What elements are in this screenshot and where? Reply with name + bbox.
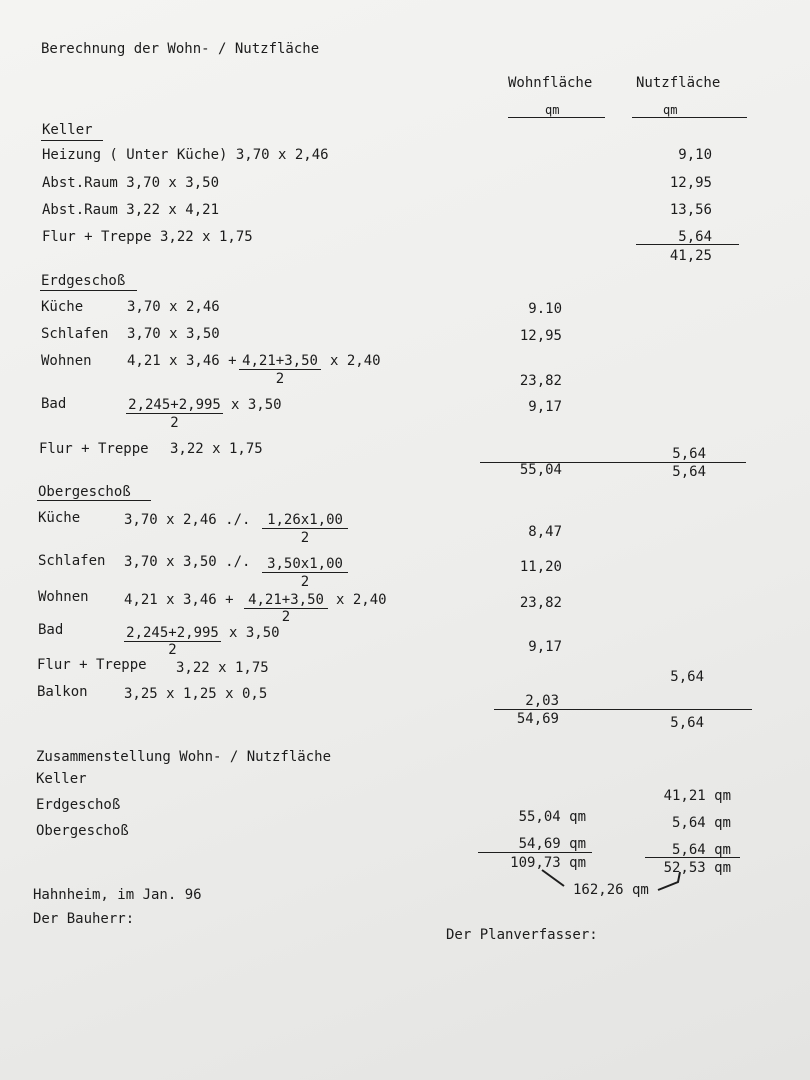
eg-bad-label: Bad [41, 396, 67, 412]
summary-keller-nutz: 41,21 qm [663, 788, 731, 804]
eg-schlafen-wohn: 12,95 [519, 328, 562, 344]
og-schlafen-label: Schlafen [38, 553, 106, 569]
og-bad-formula-b: x 3,50 [229, 625, 280, 641]
og-wohnen-fraction-numerator: 4,21+3,50 [248, 592, 324, 608]
og-kueche-formula-a: 3,70 x 2,46 ./. [124, 512, 251, 528]
eg-flur-formula: 3,22 x 1,75 [170, 441, 263, 457]
eg-kueche-formula: 3,70 x 2,46 [127, 299, 220, 315]
eg-wohnen-label: Wohnen [41, 353, 92, 369]
og-bad-fraction-numerator: 2,245+2,995 [126, 625, 219, 641]
obergeschoss-heading-underline [37, 500, 151, 501]
og-bad-label: Bad [38, 622, 64, 638]
keller-row-label: Abst.Raum 3,22 x 4,21 [42, 202, 220, 218]
og-balkon-label: Balkon [37, 684, 88, 700]
eg-schlafen-formula: 3,70 x 3,50 [127, 326, 220, 342]
og-schlafen-formula-a: 3,70 x 3,50 ./. [124, 554, 251, 570]
og-schlafen-wohn: 11,20 [519, 559, 562, 575]
keller-row-nutz: 9,10 [678, 147, 712, 163]
og-kueche-fraction-denominator: 2 [300, 530, 310, 546]
summary-og-nutz: 5,64 qm [671, 842, 731, 858]
summary-nutz-sum-rule [645, 857, 740, 858]
og-schlafen-fraction-denominator: 2 [300, 574, 310, 590]
column-header-nutzflaeche: Nutzfläche [636, 75, 721, 91]
keller-heading-underline [41, 140, 103, 141]
og-wohnen-wohn: 23,82 [519, 595, 562, 611]
eg-wohnen-wohn: 23,82 [519, 373, 562, 389]
eg-flur-label: Flur + Treppe [39, 441, 149, 457]
eg-bad-fraction-bar [126, 413, 223, 414]
keller-row-nutz: 5,64 [678, 229, 712, 245]
keller-row-label: Abst.Raum 3,70 x 3,50 [42, 175, 220, 191]
eg-wohnen-formula-b: x 2,40 [330, 353, 381, 369]
summary-sum-wohn: 109,73 qm [510, 855, 586, 871]
summary-keller-label: Keller [36, 771, 87, 787]
summary-wohn-sum-rule [478, 852, 592, 853]
eg-schlafen-label: Schlafen [41, 326, 109, 342]
eg-wohnen-formula-a: 4,21 x 3,46 + [127, 353, 237, 369]
og-wohnen-formula-a: 4,21 x 3,46 + [124, 592, 234, 608]
unit-nutz: qm [663, 103, 678, 117]
eg-total-wohn: 55,04 [519, 462, 562, 478]
eg-wohnen-fraction-bar [239, 369, 321, 370]
og-schlafen-fraction-bar [262, 572, 348, 573]
og-sum-rule [494, 709, 752, 710]
eg-total-nutz: 5,64 [672, 464, 706, 480]
header-rule-nutz [632, 117, 747, 118]
document-title: Berechnung der Wohn- / Nutzfläche [41, 41, 320, 57]
og-flur-formula: 3,22 x 1,75 [176, 660, 269, 676]
eg-bad-fraction-numerator: 2,245+2,995 [128, 397, 221, 413]
eg-bad-wohn: 9,17 [528, 399, 562, 415]
og-wohnen-formula-b: x 2,40 [336, 592, 387, 608]
og-kueche-wohn: 8,47 [528, 524, 562, 540]
keller-row-label: Flur + Treppe 3,22 x 1,75 [42, 229, 253, 245]
eg-wohnen-fraction-numerator: 4,21+3,50 [242, 353, 318, 369]
keller-total-nutz: 41,25 [669, 248, 712, 264]
og-kueche-fraction-numerator: 1,26x1,00 [267, 512, 343, 528]
og-bad-fraction-denominator: 2 [168, 642, 177, 658]
og-balkon-formula: 3,25 x 1,25 x 0,5 [124, 686, 268, 702]
unit-wohn: qm [545, 103, 560, 117]
column-header-wohnflaeche: Wohnfläche [508, 75, 593, 91]
header-rule-wohn [508, 117, 605, 118]
og-bad-wohn: 9,17 [528, 639, 562, 655]
eg-kueche-label: Küche [41, 299, 84, 315]
og-wohnen-label: Wohnen [38, 589, 89, 605]
og-flur-label: Flur + Treppe [37, 657, 147, 673]
eg-flur-nutz: 5,64 [672, 446, 706, 462]
eg-wohnen-fraction-denominator: 2 [275, 371, 285, 387]
planverfasser-signature-label: Der Planverfasser: [446, 927, 598, 943]
keller-row-label: Heizung ( Unter Küche) 3,70 x 2,46 [42, 147, 329, 163]
summary-eg-wohn: 55,04 qm [518, 809, 586, 825]
section-heading-erdgeschoss: Erdgeschoß [41, 273, 126, 289]
summary-sum-nutz: 52,53 qm [663, 860, 731, 876]
erdgeschoss-heading-underline [40, 290, 137, 291]
keller-row-nutz: 13,56 [669, 202, 712, 218]
summary-eg-nutz: 5,64 qm [671, 815, 731, 831]
section-heading-obergeschoss: Obergeschoß [38, 484, 131, 500]
og-total-wohn: 54,69 [516, 711, 559, 727]
eg-kueche-wohn: 9.10 [528, 301, 562, 317]
og-balkon-wohn: 2,03 [525, 693, 559, 709]
og-schlafen-fraction-numerator: 3,50x1,00 [267, 556, 343, 572]
og-kueche-fraction-bar [262, 528, 348, 529]
summary-og-wohn: 54,69 qm [518, 836, 586, 852]
summary-grand-total: 162,26 qm [573, 882, 649, 898]
eg-bad-fraction-denominator: 2 [170, 415, 179, 431]
keller-row-nutz: 12,95 [669, 175, 712, 191]
og-wohnen-fraction-denominator: 2 [281, 609, 291, 625]
og-total-nutz: 5,64 [670, 715, 704, 731]
bauherr-signature-label: Der Bauherr: [33, 911, 135, 927]
summary-og-label: Obergeschoß [36, 823, 129, 839]
place-date: Hahnheim, im Jan. 96 [33, 887, 202, 903]
og-kueche-label: Küche [38, 510, 81, 526]
summary-heading: Zusammenstellung Wohn- / Nutzfläche [36, 749, 332, 765]
section-heading-keller: Keller [42, 122, 93, 138]
og-flur-nutz: 5,64 [670, 669, 704, 685]
summary-eg-label: Erdgeschoß [36, 797, 121, 813]
eg-bad-formula-b: x 3,50 [231, 397, 282, 413]
keller-sum-rule [636, 244, 739, 245]
